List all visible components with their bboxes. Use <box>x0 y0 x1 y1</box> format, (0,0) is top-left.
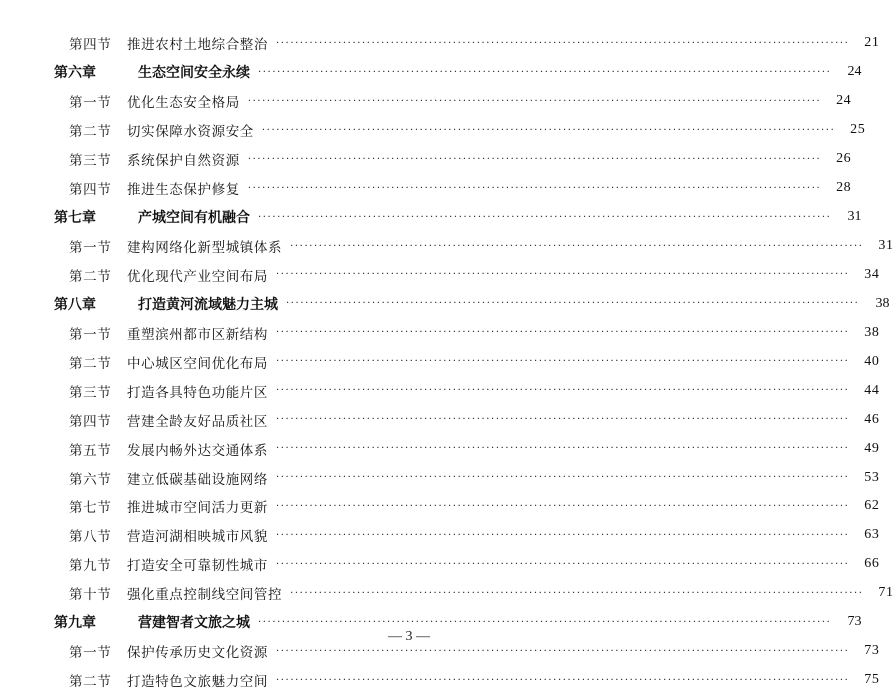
toc-entry-page: 44 <box>864 382 880 398</box>
toc-entry-title: 营造河湖相映城市风貌 <box>127 529 268 546</box>
toc-chapter-entry[interactable] <box>0 203 862 232</box>
page-number: — 3 — <box>388 629 430 644</box>
dot-leader: ························································································································ <box>276 269 850 281</box>
dot-leader: ························································································································ <box>276 327 850 339</box>
toc-section-entry[interactable] <box>0 87 852 116</box>
toc-entry-title: 打造安全可靠韧性城市 <box>127 558 268 575</box>
toc-section-entry[interactable] <box>0 492 880 521</box>
toc-entry-title: 打造黄河流域魅力主城 <box>138 296 278 313</box>
toc-entry-number: 第一节 <box>69 645 112 662</box>
toc-entry-title: 推进生态保护修复 <box>127 182 240 199</box>
dot-leader: ························································································································ <box>276 385 850 397</box>
dot-leader: ························································································································ <box>247 153 822 165</box>
toc-entry-title: 产城空间有机融合 <box>138 210 250 227</box>
toc-entry-title: 建构网络化新型城镇体系 <box>127 240 283 257</box>
toc-entry-number: 第二节 <box>69 268 112 285</box>
dot-leader: ························································································································ <box>276 443 850 455</box>
toc-entry-page: 46 <box>864 411 880 427</box>
toc-section-entry[interactable] <box>0 318 880 347</box>
toc-section-entry[interactable] <box>0 261 880 290</box>
dot-leader: ························································································································ <box>276 529 850 541</box>
toc-entry-title: 推进农村土地综合整治 <box>127 37 268 54</box>
toc-chapter-entry[interactable] <box>0 58 862 87</box>
toc-entry-number: 第十节 <box>69 587 112 604</box>
toc-entry-page: 31 <box>878 238 894 254</box>
toc-entry-title: 中心城区空间优化布局 <box>127 355 268 372</box>
toc-entry-page: 63 <box>864 527 880 543</box>
toc-entry-number: 第八节 <box>69 529 112 546</box>
toc-entry-page: 31 <box>847 209 862 225</box>
toc-entry-page: 40 <box>864 353 880 369</box>
toc-entry-number: 第四节 <box>69 182 112 199</box>
toc-entry-page: 71 <box>878 585 894 601</box>
toc-chapter-entry[interactable] <box>0 289 890 318</box>
toc-entry-title: 打造各具特色功能片区 <box>127 384 268 401</box>
toc-section-entry[interactable] <box>0 347 880 376</box>
toc-entry-page: 38 <box>864 324 880 340</box>
dot-leader: ························································································································ <box>276 645 850 657</box>
toc-entry-page: 38 <box>875 295 890 311</box>
toc-entry-number: 第二节 <box>69 124 112 141</box>
toc-section-entry[interactable] <box>0 463 880 492</box>
table-of-contents <box>0 29 894 695</box>
toc-entry-page: 34 <box>864 266 880 282</box>
toc-entry-title: 切实保障水资源安全 <box>127 124 254 141</box>
toc-entry-number: 第二节 <box>69 674 112 691</box>
toc-entry-number: 第七章 <box>54 210 96 227</box>
toc-entry-title: 打造特色文旅魅力空间 <box>127 674 268 691</box>
toc-section-entry[interactable] <box>0 376 880 405</box>
dot-leader: ························································································································ <box>247 182 822 194</box>
toc-entry-number: 第三节 <box>69 384 112 401</box>
toc-entry-number: 第二节 <box>69 355 112 372</box>
dot-leader: ························································································································ <box>276 37 850 49</box>
toc-entry-number: 第三节 <box>69 153 112 170</box>
toc-entry-page: 28 <box>836 180 852 196</box>
toc-entry-page: 24 <box>847 64 862 80</box>
toc-section-entry[interactable] <box>0 145 852 174</box>
toc-entry-title: 建立低碳基础设施网络 <box>127 471 268 488</box>
dot-leader: ························································································································ <box>261 124 836 136</box>
toc-entry-title: 营建全龄友好品质社区 <box>127 413 268 430</box>
toc-section-entry[interactable] <box>0 174 852 203</box>
dot-leader: ························································································································ <box>258 66 832 78</box>
toc-entry-number: 第六节 <box>69 471 112 488</box>
toc-entry-page: 21 <box>864 35 880 51</box>
toc-section-entry[interactable] <box>0 550 880 579</box>
toc-entry-title: 营建智者文旅之城 <box>138 615 250 632</box>
dot-leader: ························································································································ <box>276 414 850 426</box>
toc-entry-page: 73 <box>847 614 862 630</box>
toc-entry-title: 发展内畅外达交通体系 <box>127 442 268 459</box>
toc-entry-title: 优化现代产业空间布局 <box>127 268 268 285</box>
toc-entry-title: 推进城市空间活力更新 <box>127 500 268 517</box>
toc-section-entry[interactable] <box>0 29 880 58</box>
toc-entry-page: 66 <box>864 556 880 572</box>
toc-entry-number: 第七节 <box>69 500 112 517</box>
toc-section-entry[interactable] <box>0 666 880 695</box>
toc-entry-page: 75 <box>864 672 880 688</box>
dot-leader: ························································································································ <box>286 298 860 310</box>
toc-entry-page: 49 <box>864 440 880 456</box>
toc-entry-page: 26 <box>836 151 852 167</box>
toc-entry-title: 保护传承历史文化资源 <box>127 645 268 662</box>
toc-entry-number: 第九章 <box>54 615 96 632</box>
dot-leader: ························································································································ <box>276 674 850 686</box>
dot-leader: ························································································································ <box>247 95 822 107</box>
dot-leader: ························································································································ <box>258 616 832 628</box>
toc-entry-number: 第一节 <box>69 240 112 257</box>
dot-leader: ························································································································ <box>276 558 850 570</box>
toc-section-entry[interactable] <box>0 405 880 434</box>
toc-entry-title: 重塑滨州都市区新结构 <box>127 326 268 343</box>
dot-leader: ························································································································ <box>276 500 850 512</box>
toc-entry-number: 第八章 <box>54 296 96 313</box>
toc-entry-number: 第一节 <box>69 95 112 112</box>
toc-section-entry[interactable] <box>0 434 880 463</box>
toc-entry-page: 73 <box>864 643 880 659</box>
toc-entry-number: 第五节 <box>69 442 112 459</box>
toc-section-entry[interactable] <box>0 521 880 550</box>
toc-entry-number: 第一节 <box>69 326 112 343</box>
toc-entry-number: 第四节 <box>69 413 112 430</box>
dot-leader: ························································································································ <box>290 587 864 599</box>
dot-leader: ························································································································ <box>258 211 832 223</box>
dot-leader: ························································································································ <box>276 472 850 484</box>
toc-entry-page: 62 <box>864 498 880 514</box>
toc-entry-title: 优化生态安全格局 <box>127 95 240 112</box>
toc-entry-title: 生态空间安全永续 <box>138 65 250 82</box>
toc-entry-title: 系统保护自然资源 <box>127 153 240 170</box>
toc-entry-number: 第九节 <box>69 558 112 575</box>
toc-entry-page: 53 <box>864 469 880 485</box>
toc-section-entry[interactable] <box>0 232 894 261</box>
toc-section-entry[interactable] <box>0 116 866 145</box>
toc-section-entry[interactable] <box>0 579 894 608</box>
dot-leader: ························································································································ <box>290 240 864 252</box>
toc-entry-page: 25 <box>850 122 866 138</box>
toc-entry-number: 第四节 <box>69 37 112 54</box>
dot-leader: ························································································································ <box>276 356 850 368</box>
toc-entry-title: 强化重点控制线空间管控 <box>127 587 283 604</box>
toc-entry-page: 24 <box>836 93 852 109</box>
toc-entry-number: 第六章 <box>54 65 96 82</box>
